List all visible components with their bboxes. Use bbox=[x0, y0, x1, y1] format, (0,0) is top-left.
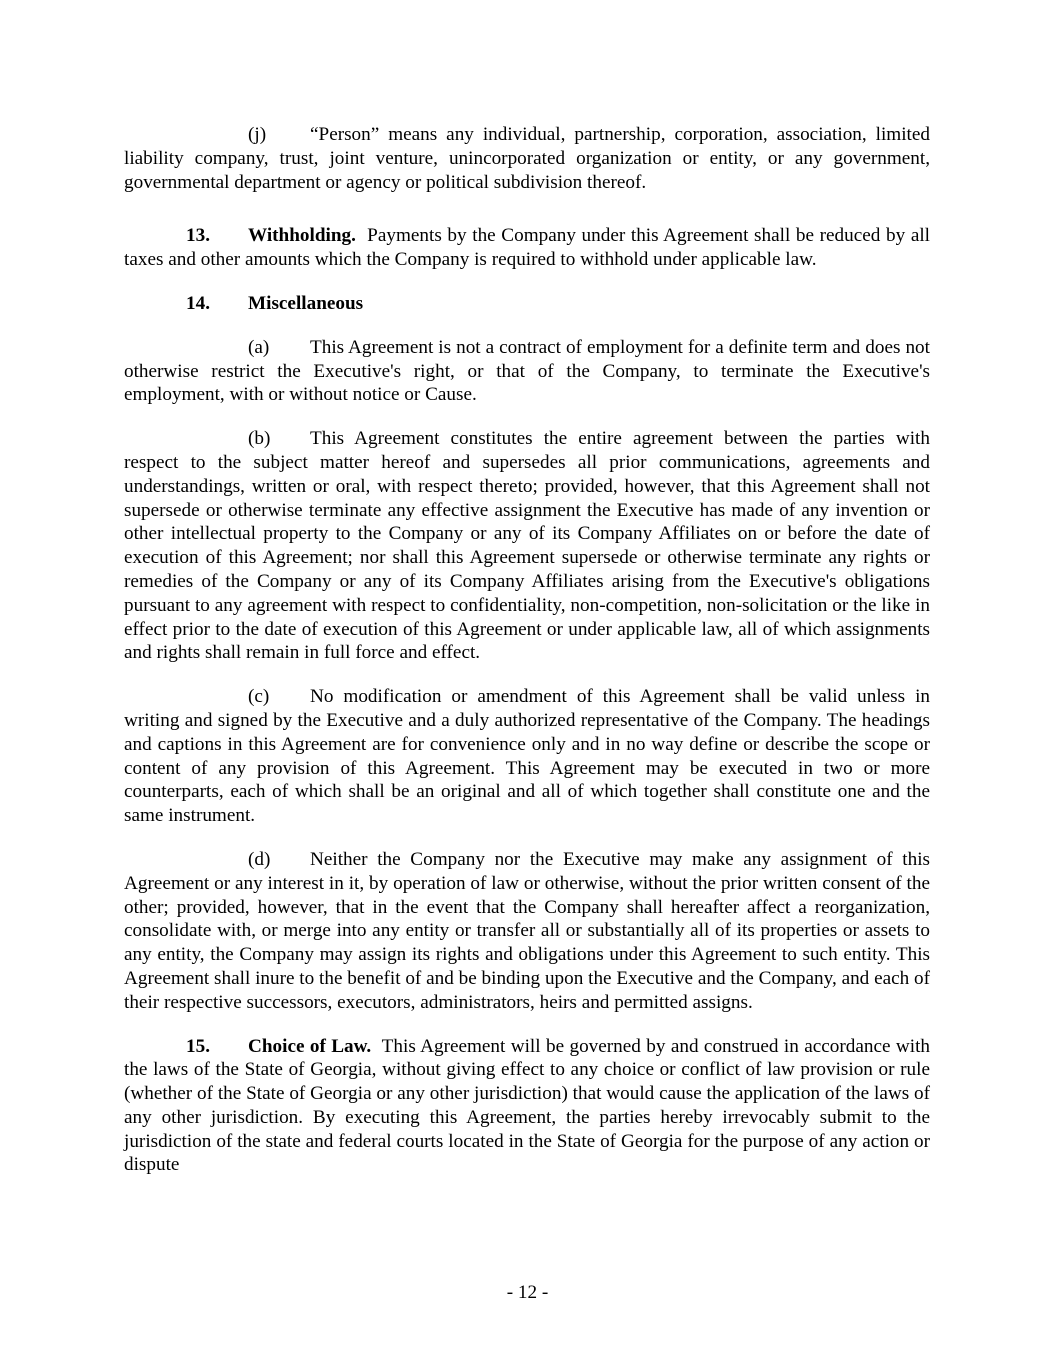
section-13-text: Payments by the Company under this Agreement shall be reduced by all taxes and other amounts which the Company is required to withhold under applicable law. bbox=[124, 225, 930, 271]
clause-a bbox=[124, 336, 930, 407]
clause-j-marker: (j) bbox=[248, 124, 267, 145]
section-14 bbox=[124, 292, 930, 316]
clause-d-text: Neither the Company nor the Executive may make any assignment of this Agreement or any interest in it, by operation of law or otherwise, without the prior written consent of the other; provided, however, that in the event that the Company shall hereafter affect a reorganization, consolidate with, or merge into any entity or transfer all or substantially all of its properties or assets to any entity, the Company may assign its rights and obligations under this Agreement to such entity. This Agreement shall inure to the benefit of and be binding upon the Executive and the Company, and each of their respective successors, executors, administrators, heirs and permitted assigns. bbox=[124, 848, 930, 1013]
section-13-heading: Withholding. bbox=[248, 225, 356, 247]
clause-c-text: No modification or amendment of this Agreement shall be valid unless in writing and signed by the Executive and a duly authorized representative of the Company. The headings and captions in this Agreement are for convenience only and in no way define or describe the scope or content of any provision of this Agreement. This Agreement may be executed in two or more counterparts, each of which shall be an original and all of which together shall constitute one and the same instrument. bbox=[124, 686, 930, 827]
section-15 bbox=[124, 1035, 930, 1178]
section-15-number: 15. bbox=[186, 1035, 210, 1057]
clause-d-marker: (d) bbox=[248, 848, 271, 870]
section-13 bbox=[124, 224, 930, 272]
section-15-text: This Agreement will be governed by and construed in accordance with the laws of the State of Georgia, without giving effect to any choice or conflict of law provision or rule (whether of the State of Georgia or any other jurisdiction) that would cause the application of the laws of any other jurisdiction. By executing this Agreement, the parties hereby irrevocably submit to the jurisdiction of the state and federal courts located in the State of Georgia for the purpose of any action or dispute bbox=[124, 1035, 930, 1176]
clause-b-marker: (b) bbox=[248, 428, 271, 450]
clause-b-text: This Agreement constitutes the entire agreement between the parties with respect to the subject matter hereof and supersedes all prior communications, agreements and understandings, written or oral, with respect thereto; provided, however, that this Agreement shall not supersede or otherwise terminate any effective assignment the Executive has made of any invention or other intellectual property to the Company or any of its Company Affiliates on or before the date of execution of this Agreement; nor shall this Agreement supersede or otherwise terminate any rights or remedies of the Company or any of its Company Affiliates arising from the Executive's obligations pursuant to any agreement with respect to confidentiality, non-competition, non-solicitation or the like in effect prior to the date of execution of this Agreement or under applicable law, all of which assignments and rights shall remain in full force and effect. bbox=[124, 428, 930, 664]
clause-j bbox=[124, 123, 930, 194]
page-number: - 12 - bbox=[506, 1282, 549, 1303]
document-page bbox=[124, 123, 930, 1177]
clause-c-marker: (c) bbox=[248, 686, 270, 708]
section-14-heading: Miscellaneous bbox=[248, 292, 364, 314]
clause-c bbox=[124, 685, 930, 828]
section-14-number: 14. bbox=[186, 292, 210, 314]
section-13-number: 13. bbox=[186, 225, 210, 247]
clause-a-text: This Agreement is not a contract of employment for a definite term and does not otherwise restrict the Executive's right, or that of the Company, to terminate the Executive's employment, with or without notice or Cause. bbox=[124, 336, 930, 406]
section-15-heading: Choice of Law. bbox=[248, 1035, 372, 1057]
clause-j-text: “Person” means any individual, partnership, corporation, association, limited liability company, trust, joint venture, unincorporated organization or entity, or any government, governmental department or agency or political subdivision thereof. bbox=[124, 124, 930, 193]
clause-b bbox=[124, 427, 930, 665]
clause-d bbox=[124, 848, 930, 1015]
clause-a-marker: (a) bbox=[248, 336, 270, 358]
